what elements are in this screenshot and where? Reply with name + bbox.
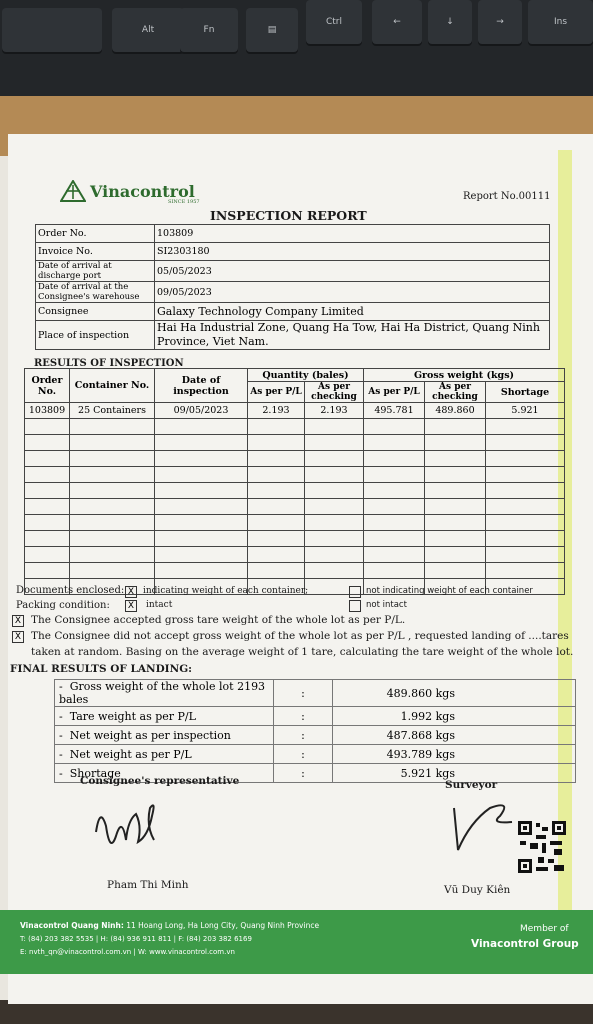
final-row [55, 680, 576, 707]
info-value: 05/05/2023 [155, 261, 550, 282]
accepted-statement: The Consignee accepted gross tare weight of the whole lot as per P/L. [31, 614, 406, 626]
info-label: Date of arrival at discharge port [36, 261, 155, 282]
docs-option-not-indicating: not indicating weight of each container [366, 586, 533, 596]
keyboard-key [2, 8, 102, 52]
final-row [55, 726, 576, 745]
final-value: 5.921 kgs [333, 764, 576, 783]
final-results-heading: FINAL RESULTS OF LANDING: [10, 663, 193, 675]
not-accepted-statement-cont: taken at random. Basing on the average weight of 1 tare, calculating the tare weight of the whole lot. [31, 646, 574, 658]
empty-row [25, 515, 565, 531]
vinacontrol-logo-icon [60, 180, 86, 202]
final-label: - Tare weight as per P/L [55, 707, 274, 726]
keyboard-key-menu: ▤ [246, 8, 298, 52]
empty-row [25, 483, 565, 499]
col-quantity: Quantity (bales) [248, 369, 364, 382]
checkbox-docs-not-indicating[interactable] [349, 586, 361, 598]
col-gw-checking: As per checking [425, 382, 486, 403]
empty-row [25, 547, 565, 563]
keyboard-key-down: ↓ [428, 0, 472, 44]
surveyor-signature [450, 800, 516, 856]
results-table [24, 368, 565, 595]
cell-gw-checking: 489.860 [425, 403, 486, 419]
keyboard-key-left: ← [372, 0, 422, 44]
consignee-name: Pham Thi Minh [107, 879, 189, 891]
final-label: - Gross weight of the whole lot 2193 bales [55, 680, 274, 707]
info-value: 09/05/2023 [155, 282, 550, 303]
footer-office: Vinacontrol Quang Ninh: [20, 921, 124, 930]
footer-member-label: Member of [520, 924, 569, 934]
empty-row [25, 499, 565, 515]
documents-label: Documents enclosed: [16, 585, 125, 596]
packing-option-intact: intact [146, 600, 173, 610]
final-label: - Shortage [55, 764, 274, 783]
checkbox-accepted[interactable]: X [12, 615, 24, 627]
keyboard-key-alt [112, 8, 184, 52]
info-label: Date of arrival at the Consignee's warehouse [36, 282, 155, 303]
key-label: Fn [203, 25, 215, 35]
final-value: 493.789 kgs [333, 745, 576, 764]
consignee-signature [92, 796, 162, 864]
info-value: Hai Ha Industrial Zone, Quang Ha Tow, Hai Ha District, Quang Ninh Province, Viet Nam. [155, 321, 550, 350]
order-info-table [35, 224, 550, 350]
info-label: Place of inspection [36, 321, 155, 350]
empty-row [25, 419, 565, 435]
docs-option-indicating: indicating weight of each container; [143, 586, 309, 596]
cell-qty-checking: 2.193 [305, 403, 364, 419]
logo-since: SINCE 1957 [168, 199, 200, 205]
info-row [36, 303, 550, 321]
final-colon: : [274, 745, 333, 764]
col-gross-weight: Gross weight (kgs) [364, 369, 565, 382]
packing-label: Packing condition: [16, 600, 110, 611]
keyboard-key-ctrl [306, 0, 362, 44]
final-label: - Net weight as per P/L [55, 745, 274, 764]
col-order-no: Order No. [25, 369, 70, 403]
info-label: Consignee [36, 303, 155, 321]
report-number: Report No.00111 [463, 191, 551, 202]
footer-address: 11 Hoang Long, Ha Long City, Quang Ninh Province [126, 921, 320, 930]
page-title: INSPECTION REPORT [210, 208, 367, 223]
surveyor-name: Vũ Duy Kiên [444, 884, 511, 896]
key-label: Ins [553, 17, 568, 27]
results-header-row [25, 369, 565, 382]
empty-row [25, 563, 565, 579]
empty-row [25, 435, 565, 451]
footer-group-name: Vinacontrol Group [471, 938, 579, 950]
final-colon: : [274, 680, 333, 707]
col-qty-pl: As per P/L [248, 382, 305, 403]
final-results-table [54, 679, 576, 783]
checkbox-packing-intact[interactable]: X [125, 600, 137, 612]
checkbox-packing-not-intact[interactable] [349, 600, 361, 612]
col-container-no: Container No. [70, 369, 155, 403]
keyboard-background [0, 0, 593, 96]
cell-gw-pl: 495.781 [364, 403, 425, 419]
info-value: Galaxy Technology Company Limited [155, 303, 550, 321]
empty-row [25, 451, 565, 467]
footer-address-line [20, 921, 319, 930]
cell-qty-pl: 2.193 [248, 403, 305, 419]
not-accepted-statement: The Consignee did not accept gross weight of the whole lot as per P/L , requested landing of ....tares [31, 630, 569, 642]
final-colon: : [274, 707, 333, 726]
footer-phones: T: (84) 203 382 5535 | H: (84) 936 911 811 | F: (84) 203 382 6169 [20, 935, 252, 943]
final-value: 489.860 kgs [333, 680, 576, 707]
logo-text: Vinacontrol [90, 182, 195, 201]
checkbox-docs-indicating[interactable]: X [125, 586, 137, 598]
info-value: SI2303180 [155, 243, 550, 261]
keyboard-key-ins [528, 0, 593, 44]
col-date: Date of inspection [155, 369, 248, 403]
checkbox-not-accepted[interactable]: X [12, 631, 24, 643]
keyboard-key-fn [180, 8, 238, 52]
page-footer [0, 910, 593, 974]
cell-container-no: 25 Containers [70, 403, 155, 419]
final-row [55, 707, 576, 726]
info-row [36, 282, 550, 303]
empty-row [25, 531, 565, 547]
info-value: 103809 [155, 225, 550, 243]
cell-date: 09/05/2023 [155, 403, 248, 419]
results-heading: RESULTS OF INSPECTION [34, 358, 184, 369]
final-label: - Net weight as per inspection [55, 726, 274, 745]
col-gw-pl: As per P/L [364, 382, 425, 403]
final-row [55, 745, 576, 764]
final-value: 1.992 kgs [333, 707, 576, 726]
info-label: Order No. [36, 225, 155, 243]
info-row [36, 225, 550, 243]
final-colon: : [274, 726, 333, 745]
info-row [36, 321, 550, 350]
cell-order-no: 103809 [25, 403, 70, 419]
surveyor-title: Surveyor [445, 779, 498, 791]
col-qty-checking: As per checking [305, 382, 364, 403]
info-row [36, 261, 550, 282]
cell-shortage: 5.921 [486, 403, 565, 419]
qr-code-icon [518, 821, 566, 873]
key-label: Alt [141, 25, 155, 35]
final-value: 487.868 kgs [333, 726, 576, 745]
keyboard-key-right: → [478, 0, 522, 44]
footer-emails: E: nvth_qn@vinacontrol.com.vn | W: www.vinacontrol.com.vn [20, 948, 235, 956]
empty-row [25, 467, 565, 483]
info-label: Invoice No. [36, 243, 155, 261]
col-shortage: Shortage [486, 382, 565, 403]
final-colon: : [274, 764, 333, 783]
table-row [25, 403, 565, 419]
packing-option-not-intact: not intact [366, 600, 407, 610]
key-label: Ctrl [325, 17, 342, 27]
consignee-rep-title: Consignee's representative [80, 775, 240, 787]
info-row [36, 243, 550, 261]
